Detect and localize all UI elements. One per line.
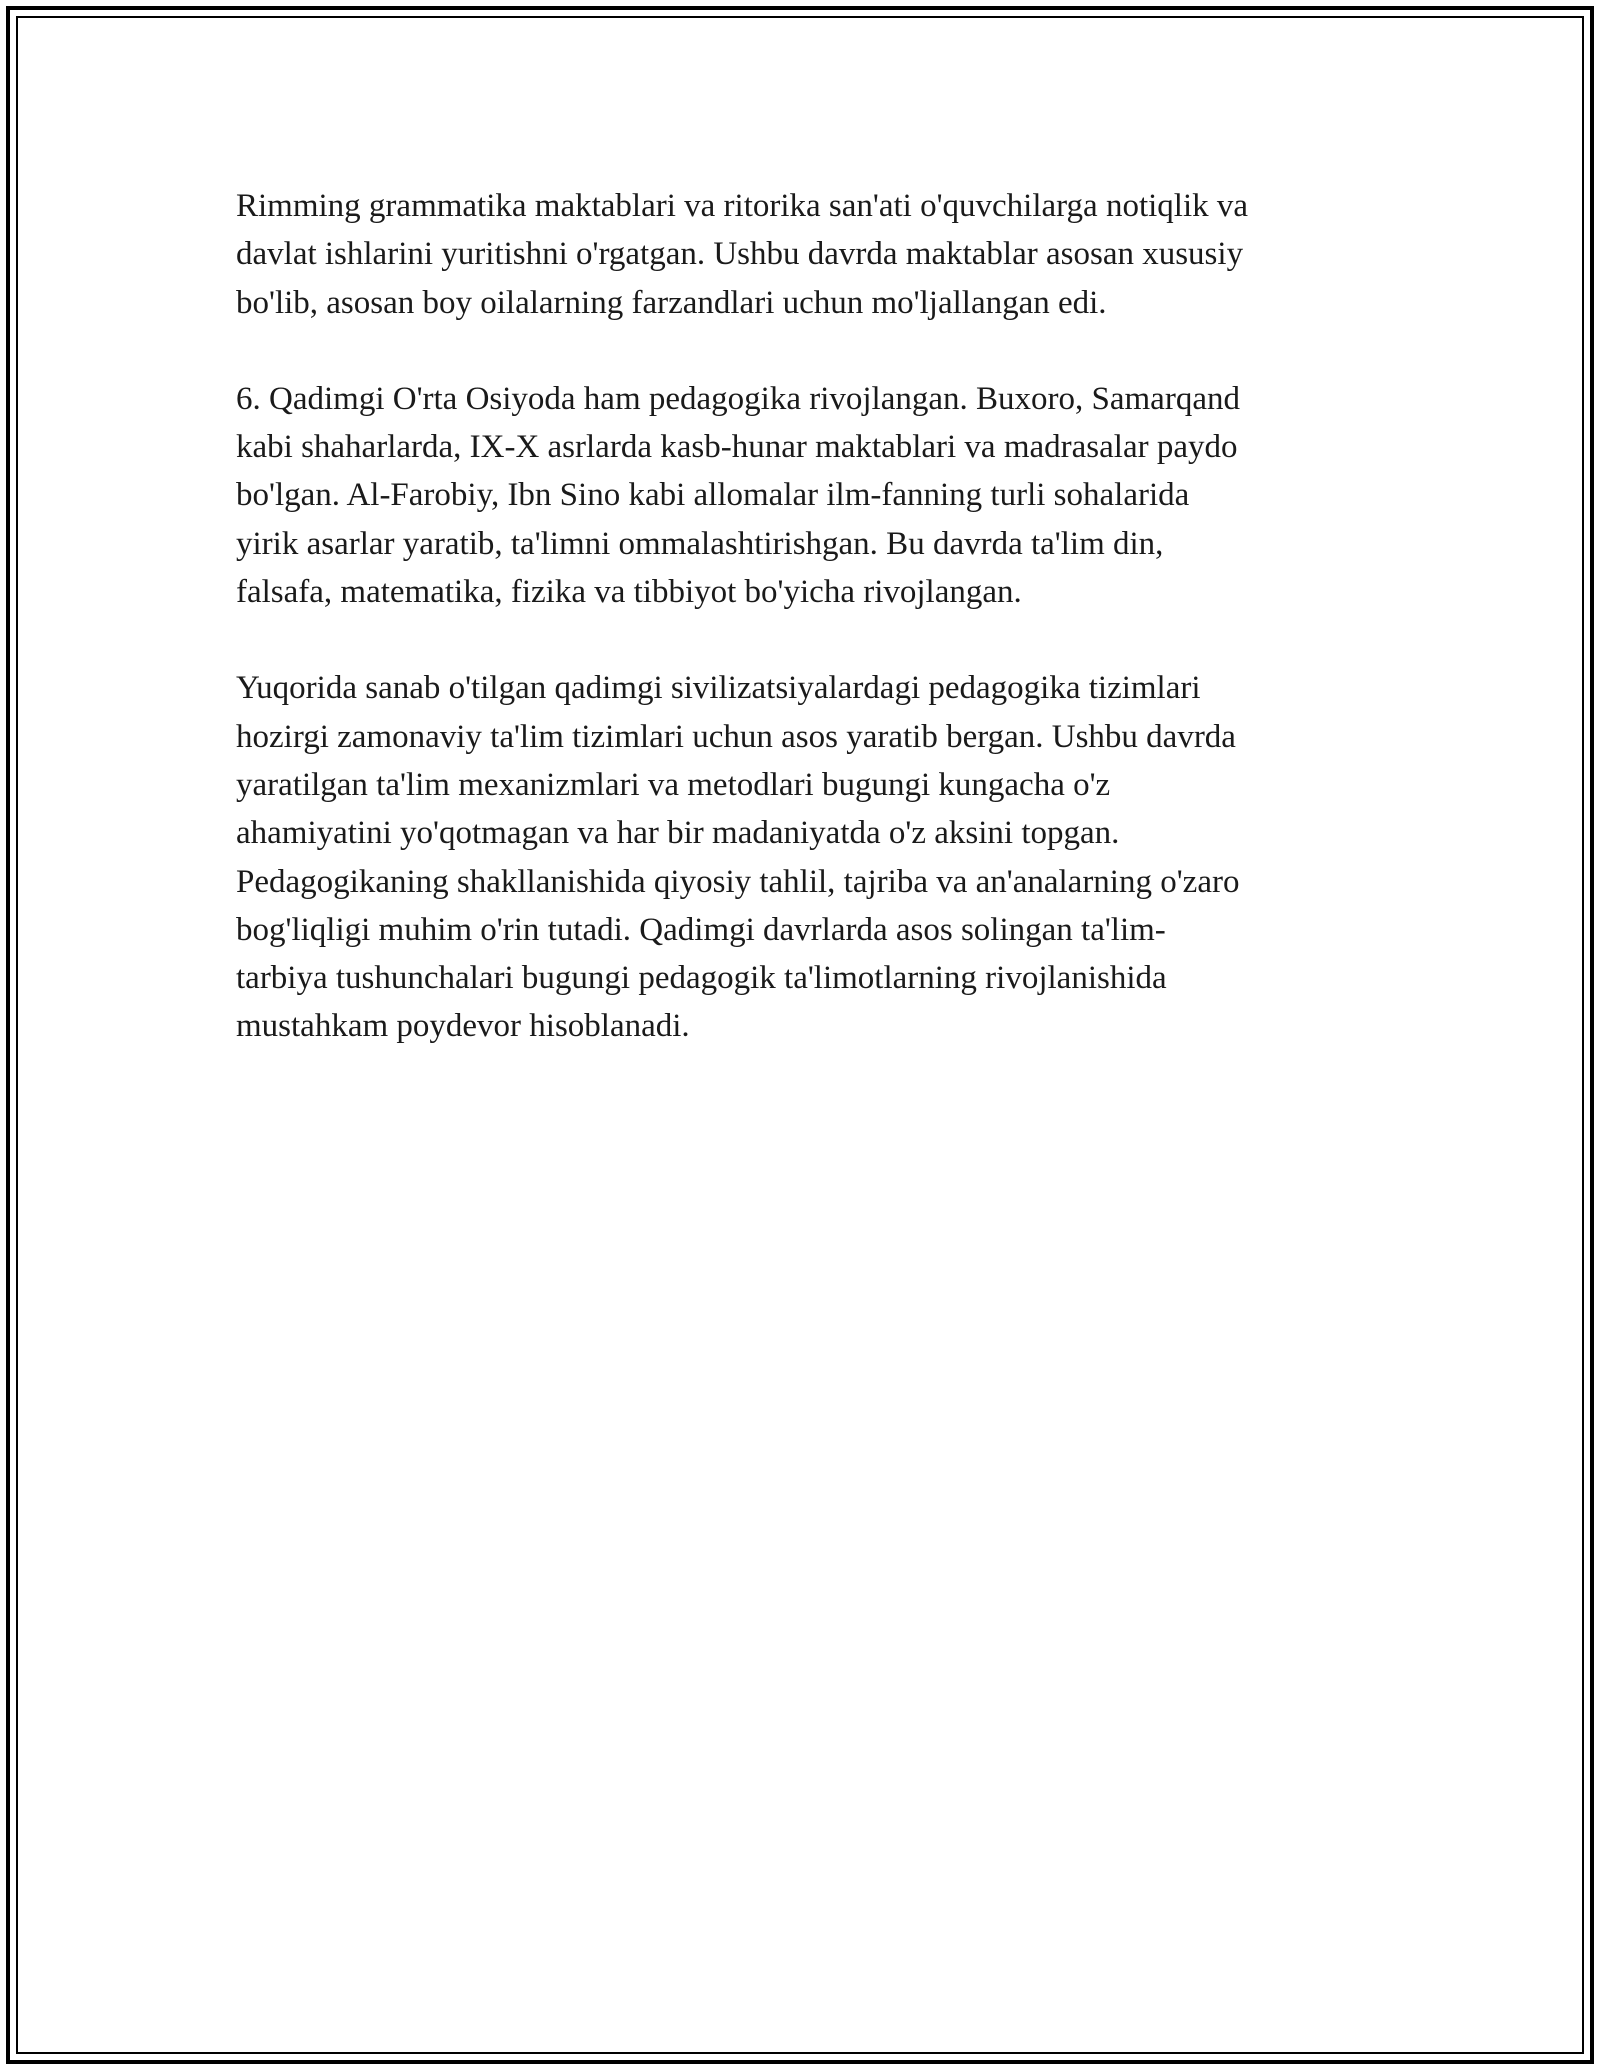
text-line: Yuqorida sanab o'tilgan qadimgi sivilizatsiyalardagi pedagogika tizimlari xyxy=(236,670,1201,707)
text-line: falsafa, matematika, fizika va tibbiyot bo'yicha rivojlangan. xyxy=(236,574,1022,611)
text-line: hozirgi zamonaviy ta'lim tizimlari uchun asos yaratib bergan. Ushbu davrda xyxy=(236,718,1236,755)
text-line: Rimming grammatika maktablari va ritorika san'ati o'quvchilarga notiqlik va xyxy=(236,188,1249,224)
text-line: Pedagogikaning shakllanishida qiyosiy tahlil, tajriba va an'analarning o'zaro xyxy=(236,863,1240,900)
text-line: davlat ishlarini yuritishni o'rgatgan. Ushbu davrda maktablar asosan xususiy xyxy=(236,236,1244,273)
text-line: bo'lgan. Al-Farobiy, Ibn Sino kabi allomalar ilm-fanning turli sohalarida xyxy=(236,477,1190,514)
text-line: 6. Qadimgi O'rta Osiyoda ham pedagogika rivojlangan. Buxoro, Samarqand xyxy=(236,380,1240,417)
text-line: bo'lib, asosan boy oilalarning farzandlari uchun mo'ljallangan edi. xyxy=(236,284,1107,321)
paragraph-central-asia xyxy=(236,375,1386,616)
text-line: yaratilgan ta'lim mexanizmlari va metodlari bugungi kungacha o'z xyxy=(236,766,1111,803)
text-line: kabi shaharlarda, IX-X asrlarda kasb-hunar maktablari va madrasalar paydo xyxy=(236,429,1238,466)
text-line: ahamiyatini yo'qotmagan va har bir madaniyatda o'z aksini topgan. xyxy=(236,815,1120,852)
document-body xyxy=(236,182,1386,1099)
paragraph-rome-schools xyxy=(236,182,1386,327)
text-line: bog'liqligi muhim o'rin tutadi. Qadimgi davrlarda asos solingan ta'lim- xyxy=(236,911,1166,948)
text-line: yirik asarlar yaratib, ta'limni ommalashtirishgan. Bu davrda ta'lim din, xyxy=(236,525,1164,562)
text-line: tarbiya tushunchalari bugungi pedagogik ta'limotlarning rivojlanishida xyxy=(236,960,1167,997)
text-line: mustahkam poydevor hisoblanadi. xyxy=(236,1008,690,1045)
paragraph-conclusion xyxy=(236,664,1386,1050)
